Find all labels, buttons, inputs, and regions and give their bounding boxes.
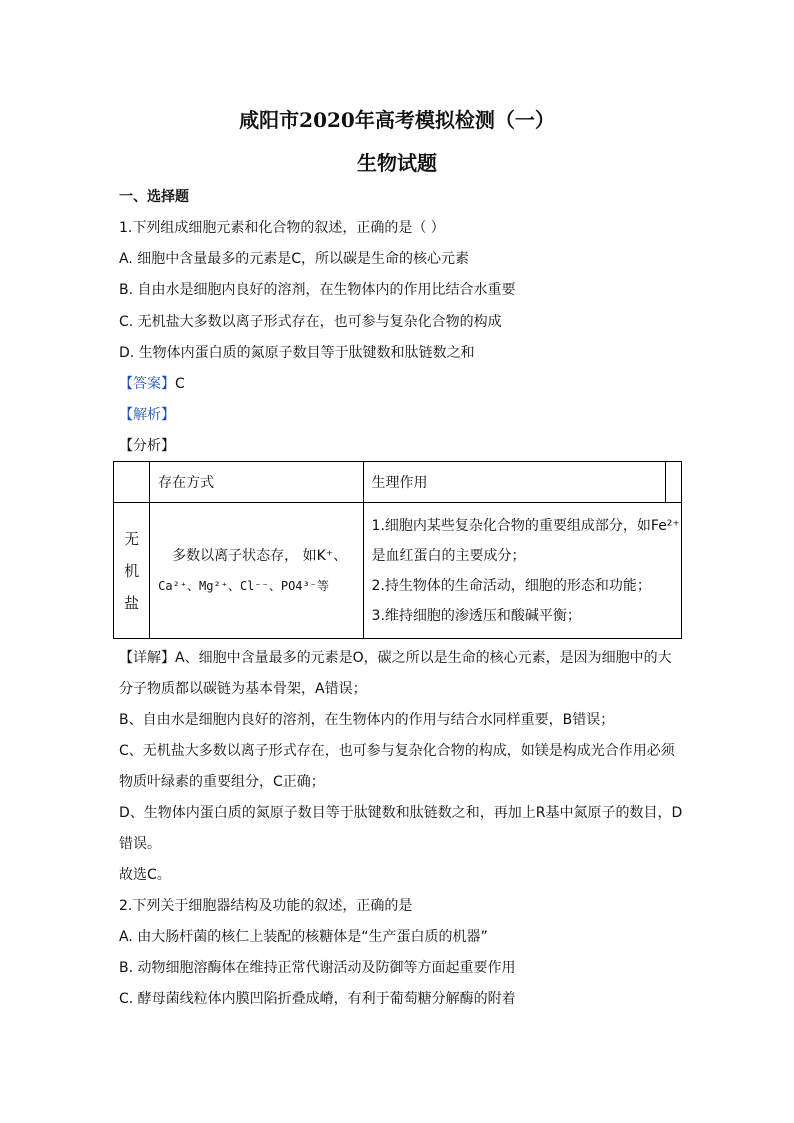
question-1-option-c: C. 无机盐大多数以离子形式存在，也可参与复杂化合物的构成 bbox=[119, 314, 502, 330]
detail-tag: 【详解】 bbox=[119, 650, 175, 666]
table-corner-cell bbox=[114, 462, 150, 503]
fenxi-tag: 【分析】 bbox=[119, 438, 175, 454]
section-heading: 一、选择题 bbox=[119, 189, 189, 205]
answer-value: C bbox=[175, 376, 185, 392]
table-row-label: 无 机 盐 bbox=[114, 503, 150, 639]
table-row bbox=[114, 503, 682, 639]
table-header-existence: 存在方式 bbox=[150, 462, 363, 503]
detail-line-8: 故选C。 bbox=[119, 867, 171, 883]
question-2-option-b: B. 动物细胞溶酶体在维持正常代谢活动及防御等方面起重要作用 bbox=[119, 960, 516, 976]
detail-line-1: 【详解】A、细胞中含量最多的元素是O，碳之所以是生命的核心元素，是因为细胞中的大 bbox=[119, 650, 672, 666]
question-2-option-a: A. 由大肠杆菌的核仁上装配的核糖体是“生产蛋白质的机器” bbox=[119, 929, 488, 945]
detail-line-4: C、无机盐大多数以离子形式存在，也可参与复杂化合物的构成，如镁是构成光合作用必须 bbox=[119, 743, 675, 759]
table-header-function: 生理作用 bbox=[363, 462, 665, 503]
table-existence-cell: 多数以离子状态存， 如K⁺、 Ca²⁺、Mg²⁺、Cl⁻⁻、PO4³⁻等 bbox=[150, 503, 363, 639]
inorganic-salt-table bbox=[113, 461, 682, 639]
detail-line-7: 错误。 bbox=[119, 836, 161, 852]
question-2-option-c: C. 酵母菌线粒体内膜凹陷折叠成嵴，有利于葡萄糖分解酶的附着 bbox=[119, 991, 516, 1007]
question-1-option-b: B. 自由水是细胞内良好的溶剂，在生物体内的作用比结合水重要 bbox=[119, 282, 516, 298]
detail-line-5: 物质叶绿素的重要组分，C正确； bbox=[119, 774, 325, 790]
table-header-row bbox=[114, 462, 682, 503]
detail-line-3: B、自由水是细胞内良好的溶剂，在生物体内的作用与结合水同样重要，B错误； bbox=[119, 712, 615, 728]
answer-line bbox=[119, 375, 185, 393]
detail-line-2: 分子物质都以碳链为基本骨架，A错误； bbox=[119, 681, 367, 697]
question-2-stem: 2.下列关于细胞器结构及功能的叙述，正确的是 bbox=[119, 898, 413, 914]
page-subtitle: 生物试题 bbox=[357, 151, 437, 175]
answer-tag: 【答案】 bbox=[119, 376, 175, 392]
analysis-tag: 【解析】 bbox=[119, 407, 175, 423]
page-title: 咸阳市2020年高考模拟检测（一） bbox=[239, 108, 555, 132]
table-extra-cell bbox=[665, 462, 681, 503]
detail-line-6: D、生物体内蛋白质的氮原子数目等于肽键数和肽链数之和，再加上R基中氮原子的数目，D bbox=[119, 805, 683, 821]
question-1-option-d: D. 生物体内蛋白质的氮原子数目等于肽键数和肽链数之和 bbox=[119, 345, 475, 361]
question-1-stem: 1.下列组成细胞元素和化合物的叙述，正确的是（ ） bbox=[119, 220, 445, 236]
question-1-option-a: A. 细胞中含量最多的元素是C，所以碳是生命的核心元素 bbox=[119, 251, 470, 267]
table-function-cell: 1.细胞内某些复杂化合物的重要组成部分，如Fe²⁺ 是血红蛋白的主要成分； 2.持生物体的生命活动，细胞的形态和功能； 3.维持细胞的渗透压和酸碱平衡； bbox=[363, 503, 681, 639]
